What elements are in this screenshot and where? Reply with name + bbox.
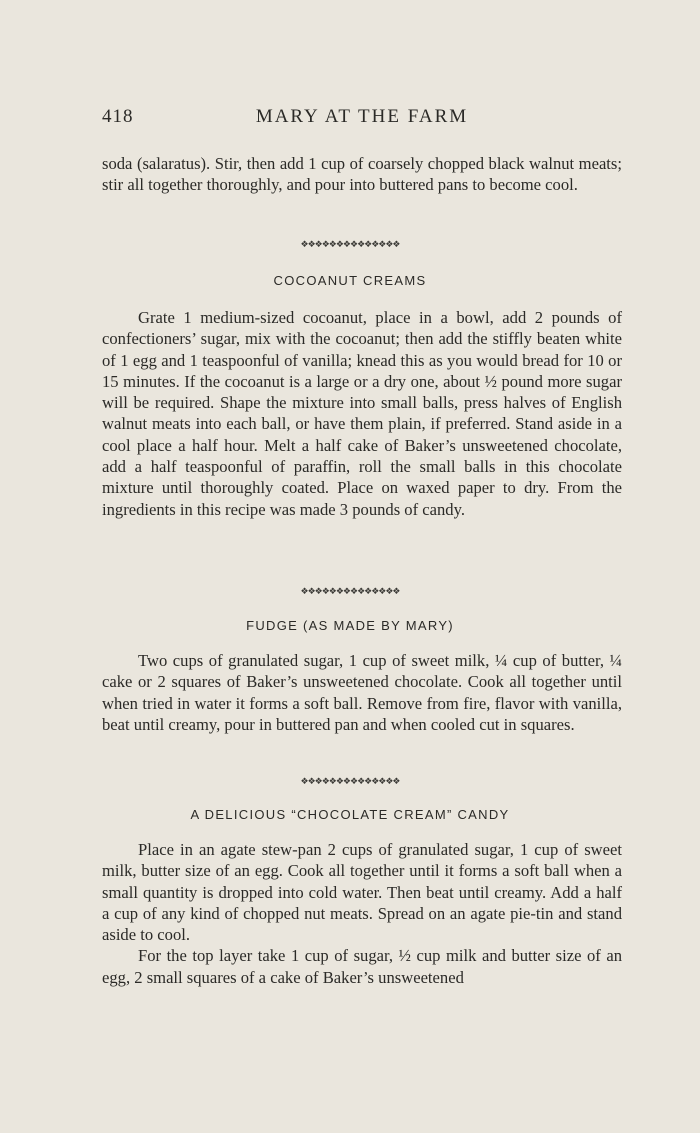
ornament-divider: ❖❖❖❖❖❖❖❖❖❖❖❖❖❖ (300, 240, 400, 250)
section-heading-chocolate-cream-candy: A DELICIOUS “CHOCOLATE CREAM” CANDY (190, 807, 510, 822)
section-heading-cocoanut-creams: COCOANUT CREAMS (273, 273, 427, 288)
intro-text: soda (salaratus). Stir, then add 1 cup of coarsely chopped black walnut meats; stir all together thoroughly, and pour into buttered pans to become cool. (102, 154, 622, 195)
recipe-paragraph: Grate 1 medium-sized cocoanut, place in a bowl, add 2 pounds of confectioners’ sugar, mix with the cocoanut; then add the stiffly beaten white of 1 egg and 1 teaspoonful of vanilla; knead this as you would bread for 10 or 15 minutes. If the cocoanut is a large or a dry one, about ½ pound more sugar will be required. Shape the mixture into small balls, press halves of English walnut meats into each ball, or have them plain, if preferred. Stand aside in a cool place a half hour. Melt a half cake of Baker’s unsweetened chocolate, add a half teaspoonful of paraffin, roll the small balls in this chocolate mixture until thoroughly coated. Place on waxed paper to dry. From the ingredients in this recipe was made 3 pounds of candy. (102, 308, 622, 519)
section-heading-fudge: FUDGE (AS MADE BY MARY) (246, 618, 454, 633)
page-number: 418 (102, 106, 134, 127)
ornament-divider: ❖❖❖❖❖❖❖❖❖❖❖❖❖❖ (300, 587, 400, 597)
recipe-chocolate-cream-candy (102, 839, 622, 988)
recipe-paragraph: Two cups of granulated sugar, 1 cup of sweet milk, ¼ cup of butter, ¼ cake or 2 squares of Baker’s unsweetened chocolate. Cook all together until when tried in water it forms a soft ball. Remove from fire, flavor with vanilla, beat until creamy, pour in buttered pan and when cooled cut in squares. (102, 651, 622, 734)
recipe-paragraph: For the top layer take 1 cup of sugar, ½ cup milk and butter size of an egg, 2 small squares of a cake of Baker’s unsweetened (102, 946, 622, 987)
running-title: MARY AT THE FARM (255, 106, 469, 127)
recipe-cocoanut-creams (102, 307, 622, 520)
recipe-paragraph: Place in an agate stew-pan 2 cups of granulated sugar, 1 cup of sweet milk, butter size of an egg. Cook all together until it forms a soft ball when a small quantity is dropped into cold water. Then beat until creamy. Add a half a cup of any kind of chopped nut meats. Spread on an agate pie-tin and stand aside to cool. (102, 840, 622, 945)
intro-paragraph (102, 153, 622, 196)
recipe-fudge (102, 650, 622, 735)
running-header (102, 106, 622, 132)
ornament-divider: ❖❖❖❖❖❖❖❖❖❖❖❖❖❖ (300, 777, 400, 787)
